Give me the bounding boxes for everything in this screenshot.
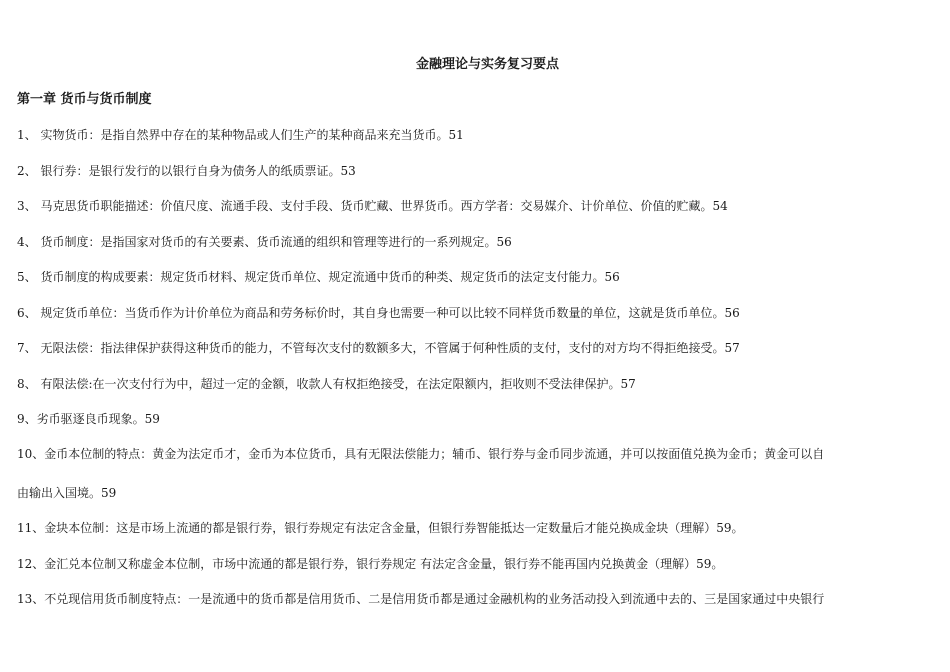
paragraph-item: 13、不兑现信用货币制度特点：一是流通中的货币都是信用货币、二是信用货币都是通过金融机构的业务活动投入到流通中去的、三是国家通过中央银行: [17, 592, 825, 606]
paragraph-item: 3、 马克思货币职能描述：价值尺度、流通手段、支付手段、货币贮藏、世界货币。西方学者：交易媒介、计价单位、价值的贮藏。54: [17, 199, 728, 213]
paragraph-item: 12、金汇兑本位制又称虚金本位制，市场中流通的都是银行券，银行券规定 有法定含金量，银行券不能再国内兑换黄金（理解）59。: [17, 557, 724, 571]
document-title: 金融理论与实务复习要点: [415, 57, 559, 72]
paragraph-item: 9、劣币驱逐良币现象。59: [17, 412, 160, 426]
paragraph-item: 4、 货币制度：是指国家对货币的有关要素、货币流通的组织和管理等进行的一系列规定。56: [17, 235, 512, 249]
paragraph-item: 2、 银行券：是银行发行的以银行自身为债务人的纸质票证。53: [17, 164, 356, 178]
paragraph-item: 7、 无限法偿：指法律保护获得这种货币的能力，不管每次支付的数额多大，不管属于何种性质的支付，支付的对方均不得拒绝接受。57: [17, 341, 740, 355]
paragraph-item-continuation: 由输出入国境。59: [17, 486, 117, 500]
paragraph-item: 1、 实物货币：是指自然界中存在的某种物品或人们生产的某种商品来充当货币。51: [17, 128, 464, 142]
paragraph-item: 5、 货币制度的构成要素：规定货币材料、规定货币单位、规定流通中货币的种类、规定货币的法定支付能力。56: [17, 270, 620, 284]
paragraph-item: 8、 有限法偿:在一次支付行为中，超过一定的金额，收款人有权拒绝接受，在法定限额内，拒收则不受法律保护。57: [17, 377, 636, 391]
paragraph-item: 10、金币本位制的特点：黄金为法定币才，金币为本位货币，具有无限法偿能力；辅币、银行券与金币同步流通，并可以按面值兑换为金币；黄金可以自: [17, 447, 825, 461]
paragraph-item: 6、 规定货币单位：当货币作为计价单位为商品和劳务标价时，其自身也需要一种可以比较不同样货币数量的单位，这就是货币单位。56: [17, 306, 740, 320]
chapter-heading: 第一章 货币与货币制度: [17, 92, 152, 107]
paragraph-item: 11、金块本位制：这是市场上流通的都是银行券，银行券规定有法定含金量，但银行券智能抵达一定数量后才能兑换成金块（理解）59。: [17, 521, 744, 535]
